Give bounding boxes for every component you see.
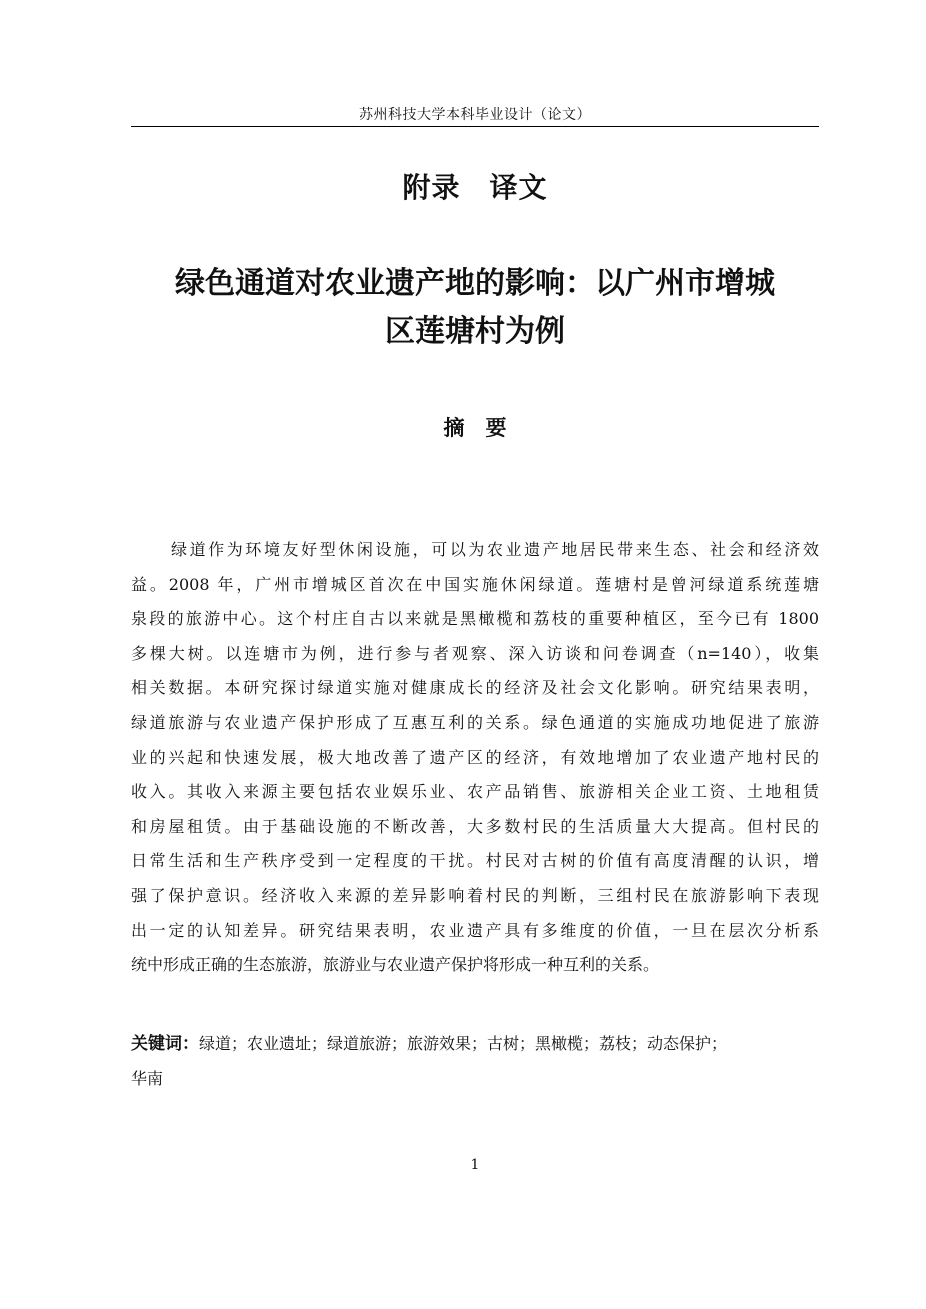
abstract-line: 绿道作为环境友好型休闲设施，可以为农业遗产地居民带来生态、社会和经济效 [171, 540, 819, 559]
abstract-line: 相关数据。本研究探讨绿道实施对健康成长的经济及社会文化影响。研究结果表明， [131, 678, 819, 698]
paper-title-line: 区莲塘村为例 [385, 314, 565, 349]
keywords-line: 华南 [131, 1068, 164, 1088]
abstract-line: 多棵大树。以连塘市为例，进行参与者观察、深入访谈和问卷调查（n=140），收集 [131, 643, 819, 663]
abstract-line: 日常生活和生产秩序受到一定程度的干扰。村民对古树的价值有高度清醒的认识，增 [131, 851, 819, 871]
keywords [131, 1027, 819, 1096]
keywords-list: 绿道；农业遗址；绿道旅游；旅游效果；古树；黑橄榄；荔枝；动态保护； [199, 1034, 728, 1053]
paper-title-line: 绿色通道对农业遗产地的影响：以广州市增城 [175, 266, 775, 301]
abstract-line: 强了保护意识。经济收入来源的差异影响着村民的判断，三组村民在旅游影响下表现 [131, 885, 819, 905]
running-header: 苏州科技大学本科毕业设计（论文） [359, 107, 591, 123]
abstract-line: 业的兴起和快速发展，极大地改善了遗产区的经济，有效地增加了农业遗产地村民的 [131, 747, 819, 767]
header-rule [131, 126, 819, 127]
abstract-line: 泉段的旅游中心。这个村庄自古以来就是黑橄榄和荔枝的重要种植区，至今已有 1800 [131, 609, 819, 629]
abstract-line: 收入。其收入来源主要包括农业娱乐业、农产品销售、旅游相关企业工资、土地租赁 [131, 782, 819, 802]
page-number: 1 [470, 1157, 480, 1173]
keywords-line [131, 1027, 819, 1062]
abstract-line: 出一定的认知差异。研究结果表明，农业遗产具有多维度的价值，一旦在层次分析系 [131, 920, 819, 940]
abstract-line: 统中形成正确的生态旅游，旅游业与农业遗产保护将形成一种互利的关系。 [131, 955, 660, 975]
abstract-line: 益。2008 年，广州市增城区首次在中国实施休闲绿道。莲塘村是曾河绿道系统莲塘 [131, 574, 819, 594]
paper-title [131, 260, 819, 356]
abstract-heading: 摘 要 [443, 416, 507, 440]
appendix-title: 附录 译文 [402, 171, 548, 204]
abstract-line: 绿道旅游与农业遗产保护形成了互惠互利的关系。绿色通道的实施成功地促进了旅游 [131, 712, 819, 732]
abstract-body [131, 533, 819, 983]
abstract-line: 和房屋租赁。由于基础设施的不断改善，大多数村民的生活质量大大提高。但村民的 [131, 816, 819, 836]
keywords-label: 关键词： [131, 1034, 199, 1054]
